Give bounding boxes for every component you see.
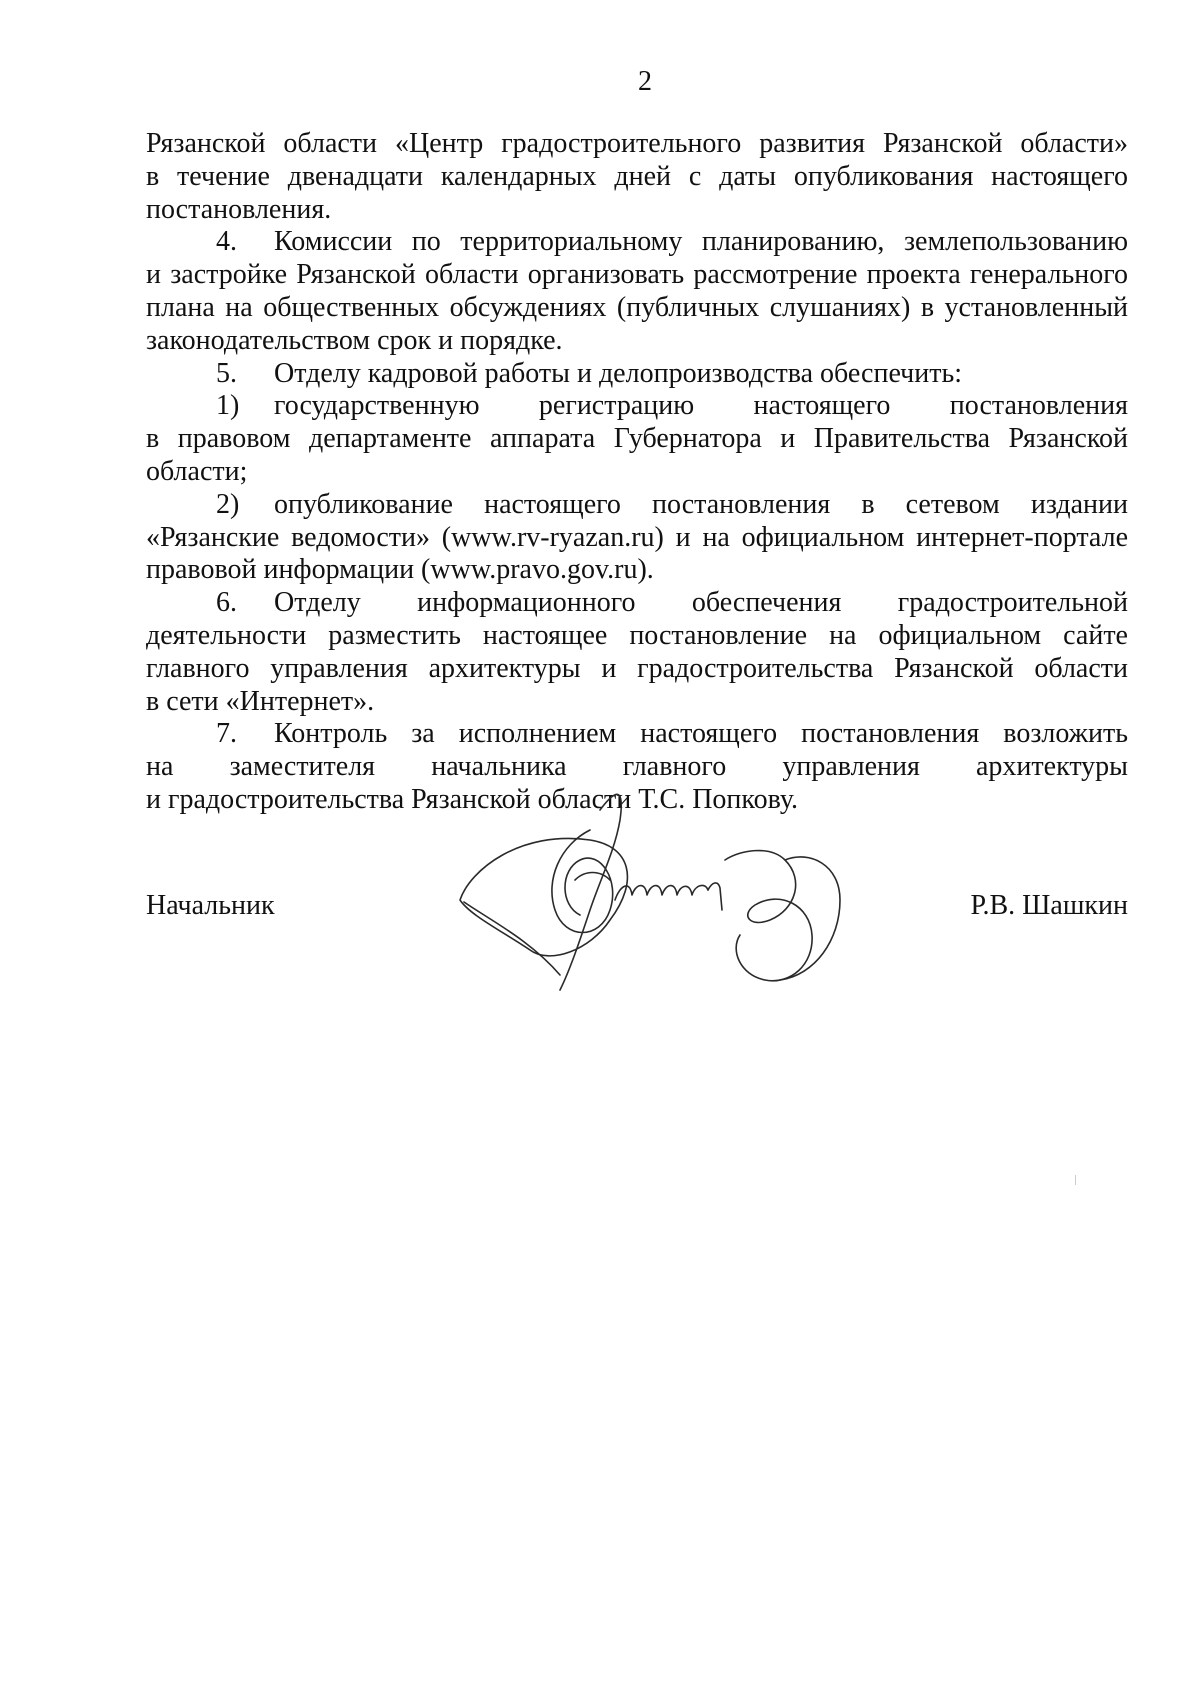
paragraph-line: деятельности разместить настоящее постановление на официальном сайте — [146, 619, 1128, 651]
paragraph-line: на заместителя начальника главного управления архитектуры — [146, 751, 1128, 783]
paragraph-line: в сети «Интернет». — [146, 685, 375, 717]
paragraph-line: Отделу кадровой работы и делопроизводства обеспечить: — [274, 357, 963, 389]
paragraph-line: законодательством срок и порядке. — [146, 324, 563, 356]
paragraph-line: области; — [146, 455, 248, 487]
item-number: 4. — [216, 226, 237, 258]
paragraph-line: Контроль за исполнением настоящего постановления возложить — [274, 718, 1128, 750]
item-number: 1) — [216, 390, 240, 422]
paragraph-line: Комиссии по территориальному планированию, землепользованию — [274, 226, 1128, 258]
item-number: 2) — [216, 488, 240, 520]
paragraph-line: и застройке Рязанской области организовать рассмотрение проекта генерального — [146, 259, 1128, 291]
paragraph-item-6 — [146, 587, 1128, 620]
scan-artifact — [1075, 1175, 1076, 1185]
paragraph-line: и градостроительства Рязанской области Т.С. Попкову. — [146, 783, 799, 815]
paragraph-line: постановления. — [146, 193, 332, 225]
paragraph-line: Рязанской области «Центр градостроительного развития Рязанской области» — [146, 128, 1128, 159]
paragraph-line: плана на общественных обсуждениях (публичных слушаниях) в установленный — [146, 291, 1128, 323]
handwritten-signature — [440, 790, 900, 1010]
paragraph-line: опубликование настоящего постановления в сетевом издании — [274, 488, 1128, 520]
item-number: 6. — [216, 587, 237, 619]
paragraph-line: Отделу информационного обеспечения градостроительной — [274, 587, 1128, 619]
paragraph-line: главного управления архитектуры и градостроительства Рязанской области — [146, 652, 1128, 684]
paragraph-item-7 — [146, 718, 1128, 751]
page-number: 2 — [638, 66, 652, 97]
paragraph-line: правовой информации (www.pravo.gov.ru). — [146, 554, 654, 586]
signatory-position: Начальник — [146, 890, 275, 921]
paragraph-subitem-2 — [146, 489, 1128, 522]
paragraph-line: в правовом департаменте аппарата Губернатора и Правительства Рязанской — [146, 423, 1128, 455]
paragraph-item-4 — [146, 226, 1128, 259]
document-body — [146, 128, 1128, 817]
item-number: 5. — [216, 357, 237, 389]
paragraph-item-5 — [146, 358, 1128, 391]
paragraph-line: «Рязанские ведомости» (www.rv-ryazan.ru) и на официальном интернет-портале — [146, 521, 1128, 553]
paragraph-line: государственную регистрацию настоящего постановления — [274, 390, 1128, 422]
paragraph-line: в течение двенадцати календарных дней с даты опубликования настоящего — [146, 160, 1128, 192]
item-number: 7. — [216, 718, 237, 750]
paragraph-subitem-1 — [146, 390, 1128, 423]
signatory-name: Р.В. Шашкин — [970, 890, 1128, 921]
